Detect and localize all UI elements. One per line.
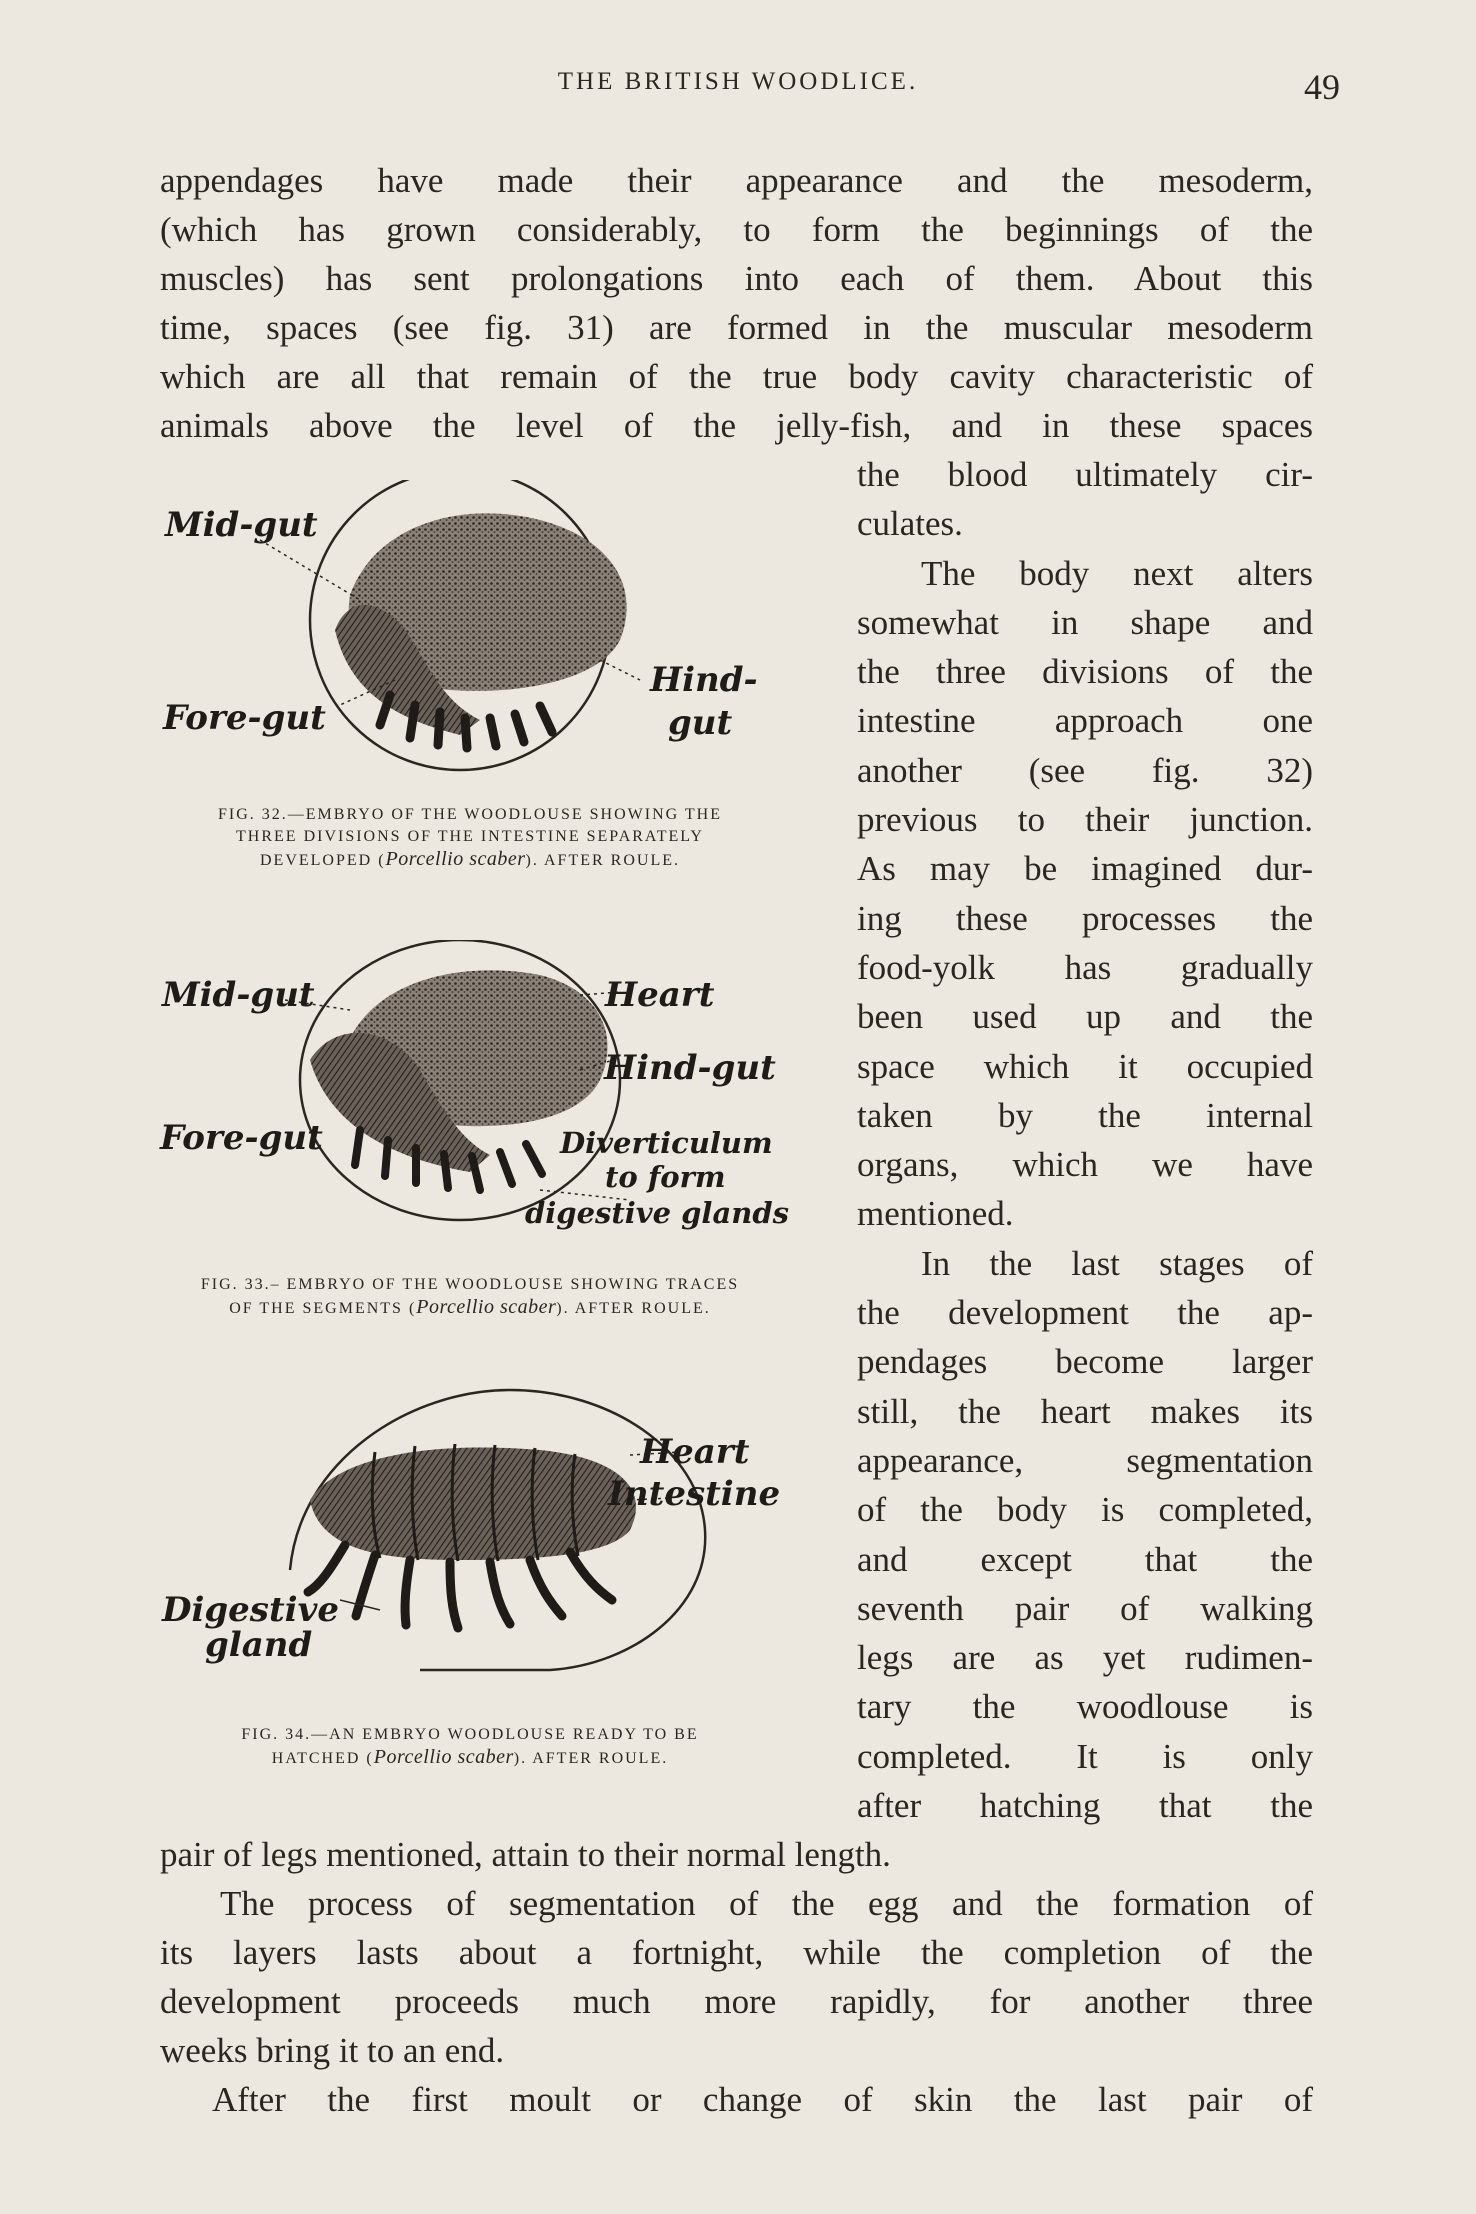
body-line: After the first moult or change of skin the last pair of [212, 2080, 1313, 2119]
side-line: As may be imagined dur- [857, 849, 1313, 889]
label-heart: Heart [640, 1432, 750, 1472]
label-gland: gland [205, 1625, 313, 1665]
side-line: somewhat in shape and [857, 602, 1313, 642]
figure-33-caption [120, 1274, 820, 1320]
label-mid-gut: Mid-gut [162, 975, 315, 1015]
caption-line [120, 1746, 820, 1770]
label-mid-gut: Mid-gut [165, 505, 318, 545]
side-line: taken by the internal [857, 1095, 1313, 1135]
body-line: development proceeds much more rapidly, for another three [160, 1982, 1313, 2021]
label-fore-gut: Fore-gut [163, 698, 326, 738]
side-line: legs are as yet rudimen- [857, 1638, 1313, 1678]
caption-line: FIG. 33.– EMBRYO OF THE WOODLOUSE SHOWING TRACES [200, 1276, 740, 1293]
caption-line: THREE DIVISIONS OF THE INTESTINE SEPARATELY [236, 828, 704, 845]
side-line: appearance, segmentation [857, 1440, 1313, 1480]
body-line: which are all that remain of the true body cavity characteristic of [160, 357, 1313, 396]
caption-text: DEVELOPED ( [259, 852, 386, 869]
label-hind-gut-2: gut [668, 703, 733, 743]
caption-line: FIG. 32.—EMBRYO OF THE WOODLOUSE SHOWING THE [217, 806, 722, 823]
caption-line: FIG. 34.—AN EMBRYO WOODLOUSE READY TO BE [241, 1726, 699, 1743]
label-fore-gut: Fore-gut [160, 1118, 323, 1158]
side-line: organs, which we have [857, 1145, 1313, 1185]
body-line: its layers lasts about a fortnight, while the completion of the [160, 1933, 1313, 1972]
caption-species: Porcellio scaber [373, 1746, 514, 1768]
body-line: weeks bring it to an end. [160, 2031, 505, 2070]
caption-text: ). AFTER ROULE. [556, 1300, 711, 1317]
side-line: another (see fig. 32) [857, 750, 1313, 790]
side-line: the development the ap- [857, 1293, 1313, 1333]
side-line: after hatching that the [857, 1786, 1313, 1826]
side-line: still, the heart makes its [857, 1391, 1313, 1431]
body-line: (which has grown considerably, to form the beginnings of the [160, 210, 1313, 249]
caption-text: ). AFTER ROULE. [525, 852, 680, 869]
caption-species: Porcellio scaber [416, 1296, 557, 1318]
body-line: muscles) has sent prolongations into each of them. About this [160, 259, 1313, 298]
body-line: time, spaces (see fig. 31) are formed in the muscular mesoderm [160, 308, 1313, 347]
side-line: seventh pair of walking [857, 1588, 1313, 1628]
side-line: the three divisions of the [857, 652, 1313, 692]
side-line: completed. It is only [857, 1736, 1313, 1776]
label-to-form: to form [605, 1160, 726, 1194]
caption-line [120, 1296, 820, 1320]
side-line: previous to their junction. [857, 800, 1313, 840]
side-line: ing these processes the [857, 898, 1313, 938]
side-line: The body next alters [921, 553, 1313, 593]
body-line: appendages have made their appearance and the mesoderm, [160, 161, 1313, 200]
figure-34-caption [120, 1724, 820, 1770]
caption-species: Porcellio scaber [385, 848, 526, 870]
figure-32-caption [120, 804, 820, 872]
side-line: mentioned. [857, 1194, 1014, 1234]
side-line: of the body is completed, [857, 1490, 1313, 1530]
label-hind-gut: Hind-gut [604, 1048, 776, 1088]
side-line: space which it occupied [857, 1046, 1313, 1086]
label-digestive: Digestive [162, 1590, 339, 1630]
caption-text: OF THE SEGMENTS ( [229, 1300, 417, 1317]
caption-text: HATCHED ( [271, 1750, 374, 1767]
side-line: the blood ultimately cir- [857, 455, 1313, 494]
caption-text: ). AFTER ROULE. [513, 1750, 669, 1767]
body-line: The process of segmentation of the egg and the formation of [220, 1884, 1313, 1923]
label-diverticulum: Diverticulum [560, 1126, 773, 1160]
page-number: 49 [1304, 67, 1340, 107]
side-line: intestine approach one [857, 701, 1313, 741]
side-line: and except that the [857, 1539, 1313, 1579]
side-line: In the last stages of [921, 1243, 1313, 1283]
label-heart: Heart [605, 975, 715, 1015]
running-head: THE BRITISH WOODLICE. [557, 68, 919, 95]
side-line: food-yolk has gradually [857, 947, 1313, 987]
body-line: pair of legs mentioned, attain to their normal length. [160, 1835, 891, 1874]
label-hind-gut-1: Hind- [650, 660, 758, 700]
side-line: been used up and the [857, 997, 1313, 1037]
side-line: tary the woodlouse is [857, 1687, 1313, 1727]
side-column [857, 450, 1313, 1830]
caption-line [120, 848, 820, 872]
label-digestive-glands: digestive glands [525, 1196, 789, 1230]
body-line: animals above the level of the jelly-fish, and in these spaces [160, 406, 1313, 445]
side-line: pendages become larger [857, 1342, 1313, 1382]
label-intestine: Intestine [608, 1474, 781, 1514]
side-line: culates. [857, 504, 963, 544]
